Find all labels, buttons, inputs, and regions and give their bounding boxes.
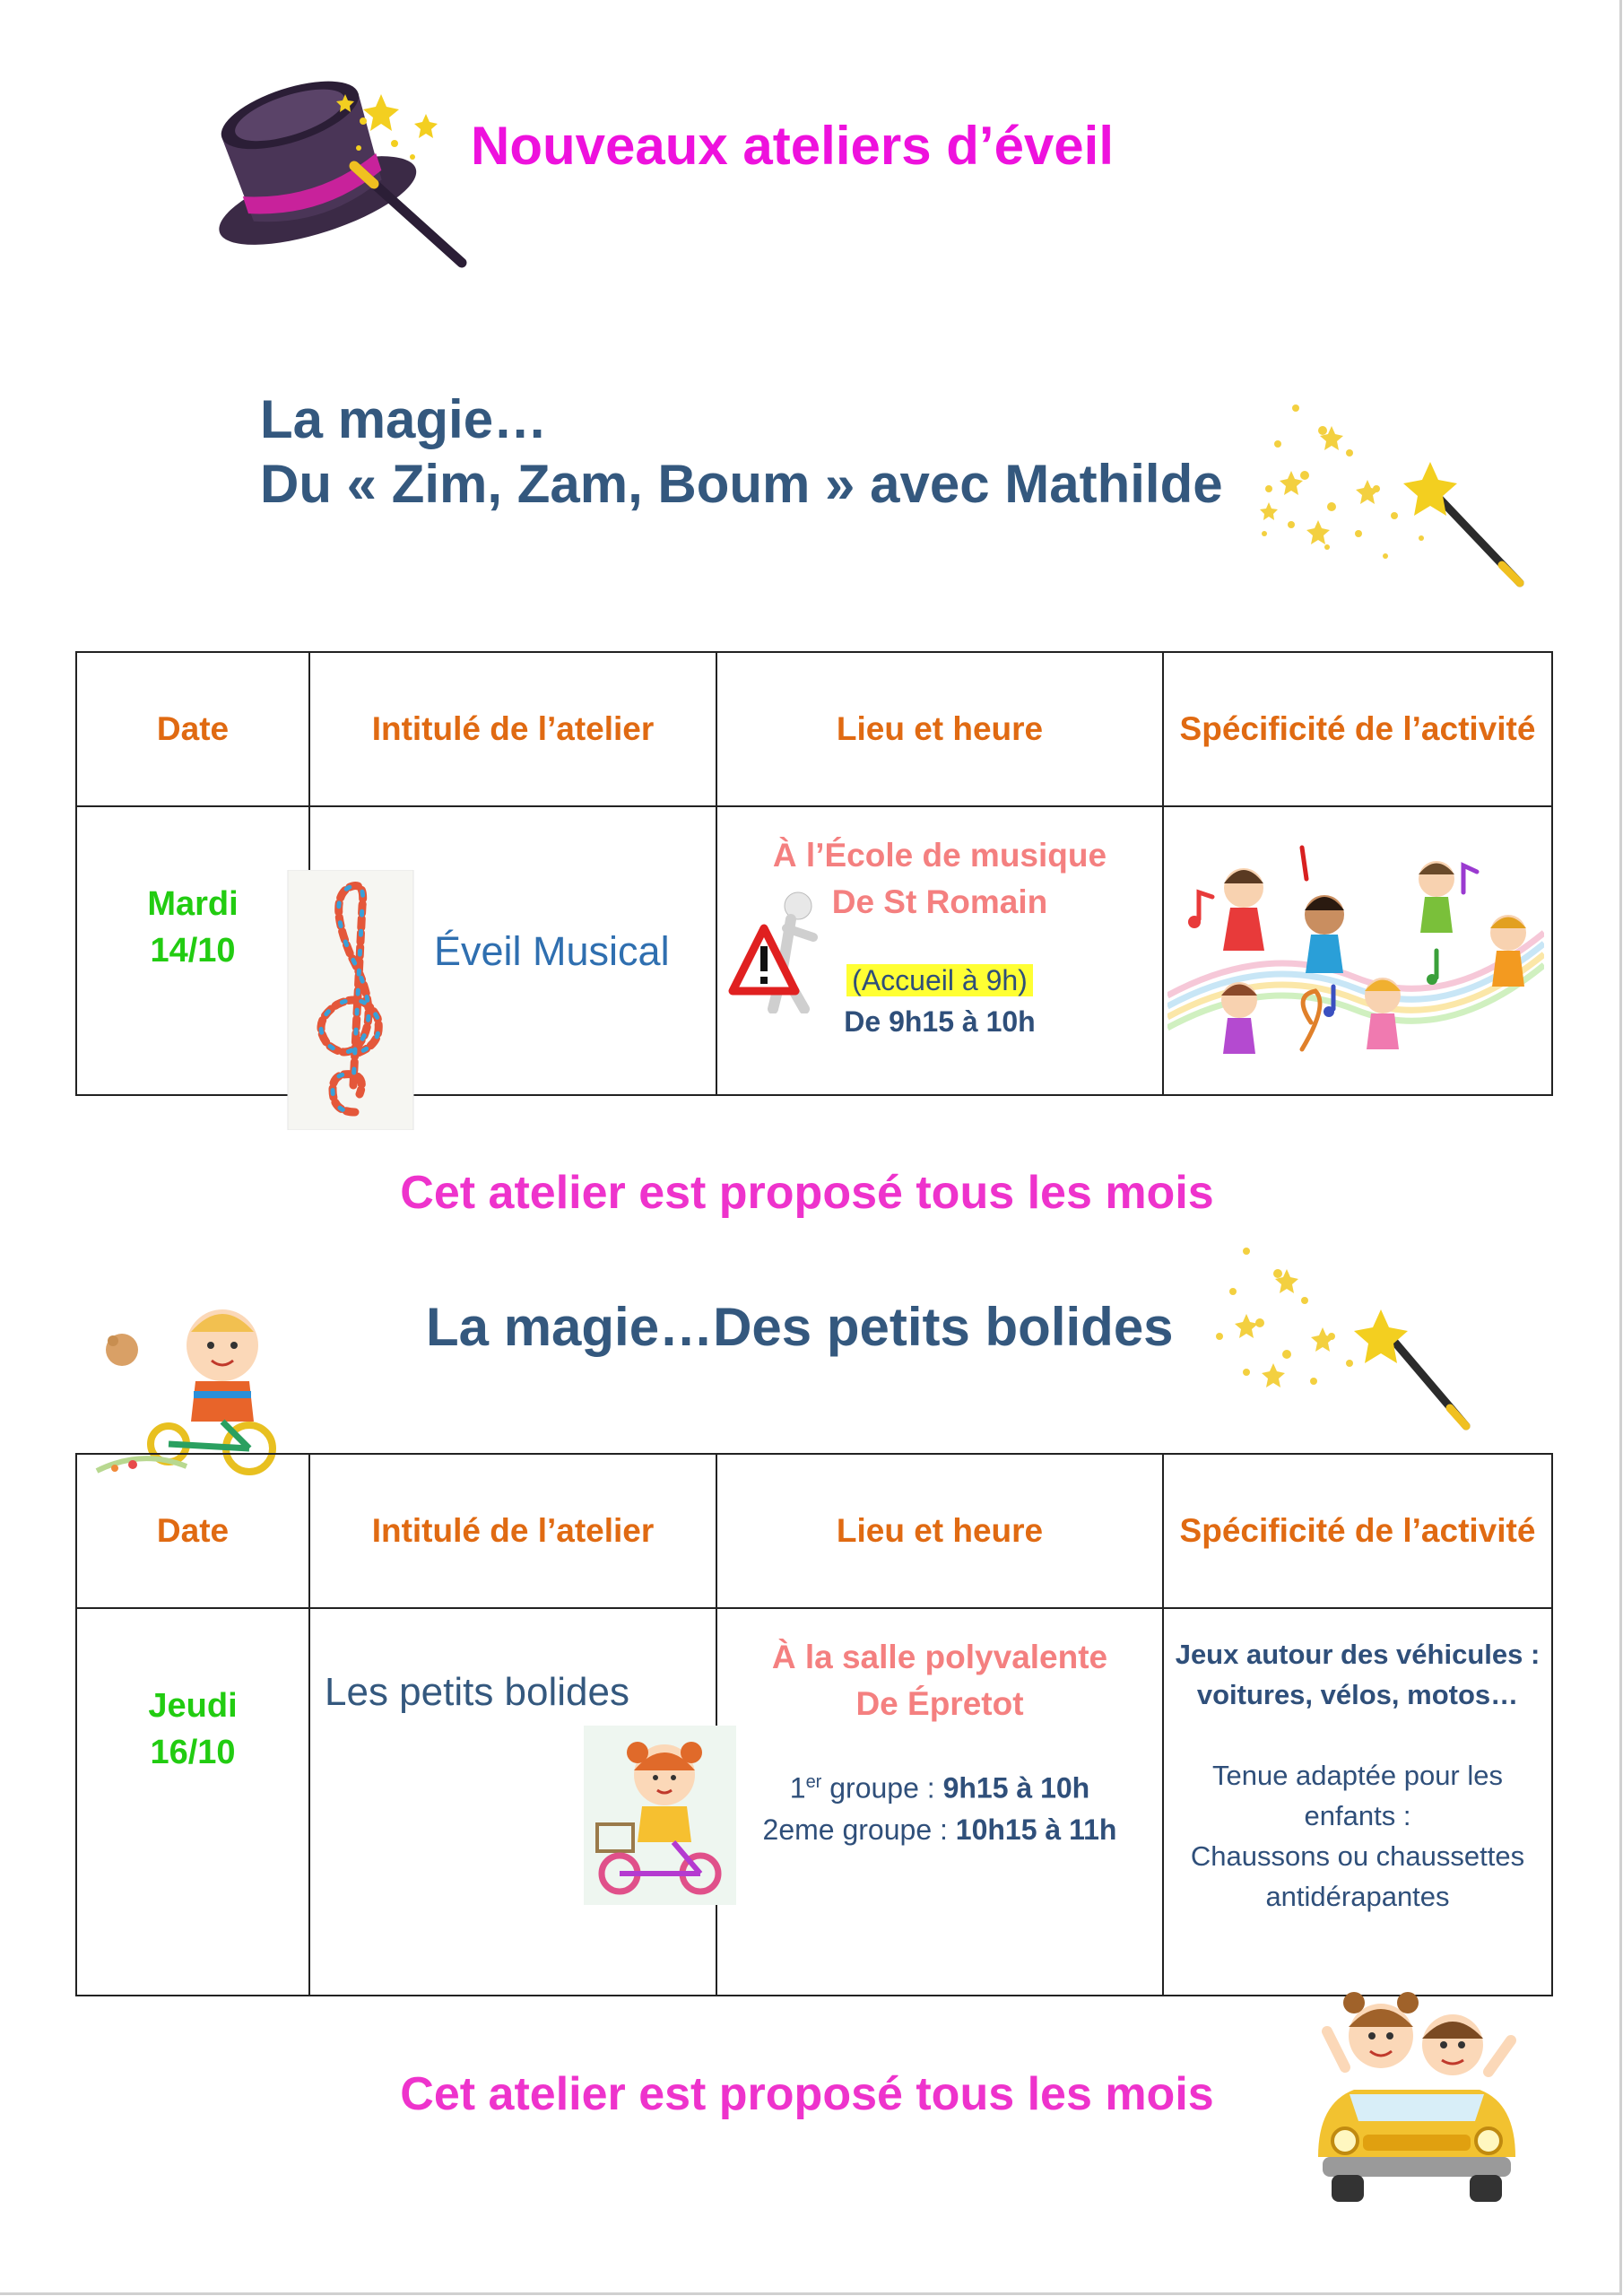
- workshop-table-1: [75, 651, 1553, 1096]
- table-header-row: [76, 1454, 1552, 1608]
- car-kids-icon: [1309, 1978, 1524, 2211]
- tricycle-girl-icon: [584, 1726, 736, 1905]
- music-kids-icon: [1167, 843, 1544, 1067]
- group1-label: groupe :: [821, 1771, 943, 1805]
- header-place-time: Lieu et heure: [716, 1454, 1163, 1608]
- page-title: Nouveaux ateliers d’éveil: [471, 116, 1115, 176]
- group1-time: 9h15 à 10h: [942, 1771, 1090, 1805]
- workshop-title: Les petits bolides: [325, 1670, 629, 1714]
- date-cell: [76, 1608, 309, 1996]
- place-time-cell: [716, 806, 1163, 1095]
- date-cell: [76, 806, 309, 1095]
- treble-clef-icon: [283, 870, 418, 1130]
- header-specificity: Spécificité de l’activité: [1163, 1454, 1552, 1608]
- welcome-time: (Accueil à 9h): [846, 964, 1033, 996]
- date-number: 14/10: [150, 932, 236, 970]
- magic-wand-icon: [1202, 1238, 1488, 1435]
- group2-line: [717, 1809, 1162, 1850]
- section2-heading: La magie…Des petits bolides: [426, 1297, 1174, 1357]
- header-title: Intitulé de l’atelier: [309, 652, 716, 806]
- header-place-time: Lieu et heure: [716, 652, 1163, 806]
- activity-time: De 9h15 à 10h: [844, 1005, 1036, 1038]
- header-date: Date: [76, 1454, 309, 1608]
- group2-label: 2eme groupe :: [762, 1813, 956, 1846]
- header-date: Date: [76, 652, 309, 806]
- title-cell: [309, 806, 716, 1095]
- header-specificity: Spécificité de l’activité: [1163, 652, 1552, 806]
- group1-number: 1: [789, 1771, 806, 1805]
- specificity-bold: Jeux autour des véhicules : voitures, vélos, motos…: [1175, 1639, 1541, 1710]
- place-time-cell: [716, 1608, 1163, 1996]
- schedule-text: [717, 1761, 1162, 1850]
- specificity-cell: [1163, 1608, 1552, 1996]
- promo-text-1: Cet atelier est proposé tous les mois: [400, 1167, 1214, 1219]
- place-text: [717, 1609, 1162, 1727]
- date-number: 16/10: [150, 1734, 236, 1771]
- group1-line: [717, 1761, 1162, 1809]
- place-line1: À l’École de musique: [772, 837, 1107, 874]
- workshop-title: Éveil Musical: [434, 928, 670, 974]
- place-line2: De Épretot: [855, 1685, 1024, 1722]
- date-day: Mardi: [147, 885, 239, 923]
- table-row: [76, 1608, 1552, 1996]
- group1-sup: er: [805, 1772, 822, 1792]
- section1-heading: [260, 387, 1223, 517]
- title-cell: [309, 1608, 716, 1996]
- table-row: [76, 806, 1552, 1095]
- promo-text-2: Cet atelier est proposé tous les mois: [400, 2068, 1214, 2120]
- specificity-line1: Tenue adaptée pour les enfants :: [1211, 1760, 1504, 1831]
- magic-hat-icon: [175, 58, 480, 274]
- group2-time: 10h15 à 11h: [955, 1813, 1117, 1846]
- table-header-row: [76, 652, 1552, 806]
- section1-title-line1: La magie…: [260, 389, 548, 449]
- specificity-cell: [1163, 806, 1552, 1095]
- place-line2: De St Romain: [831, 883, 1048, 920]
- specificity-text: [1164, 1609, 1551, 1917]
- workshop-table-2: [75, 1453, 1553, 1996]
- warning-sign-icon: [728, 888, 827, 1013]
- header-title: Intitulé de l’atelier: [309, 1454, 716, 1608]
- section1-title-line2: Du « Zim, Zam, Boum » avec Mathilde: [260, 454, 1223, 514]
- specificity-line2: Chaussons ou chaussettes antidérapantes: [1190, 1840, 1525, 1912]
- place-line1: À la salle polyvalente: [771, 1639, 1108, 1675]
- magic-wand-icon: [1242, 390, 1529, 596]
- date-day: Jeudi: [148, 1687, 238, 1725]
